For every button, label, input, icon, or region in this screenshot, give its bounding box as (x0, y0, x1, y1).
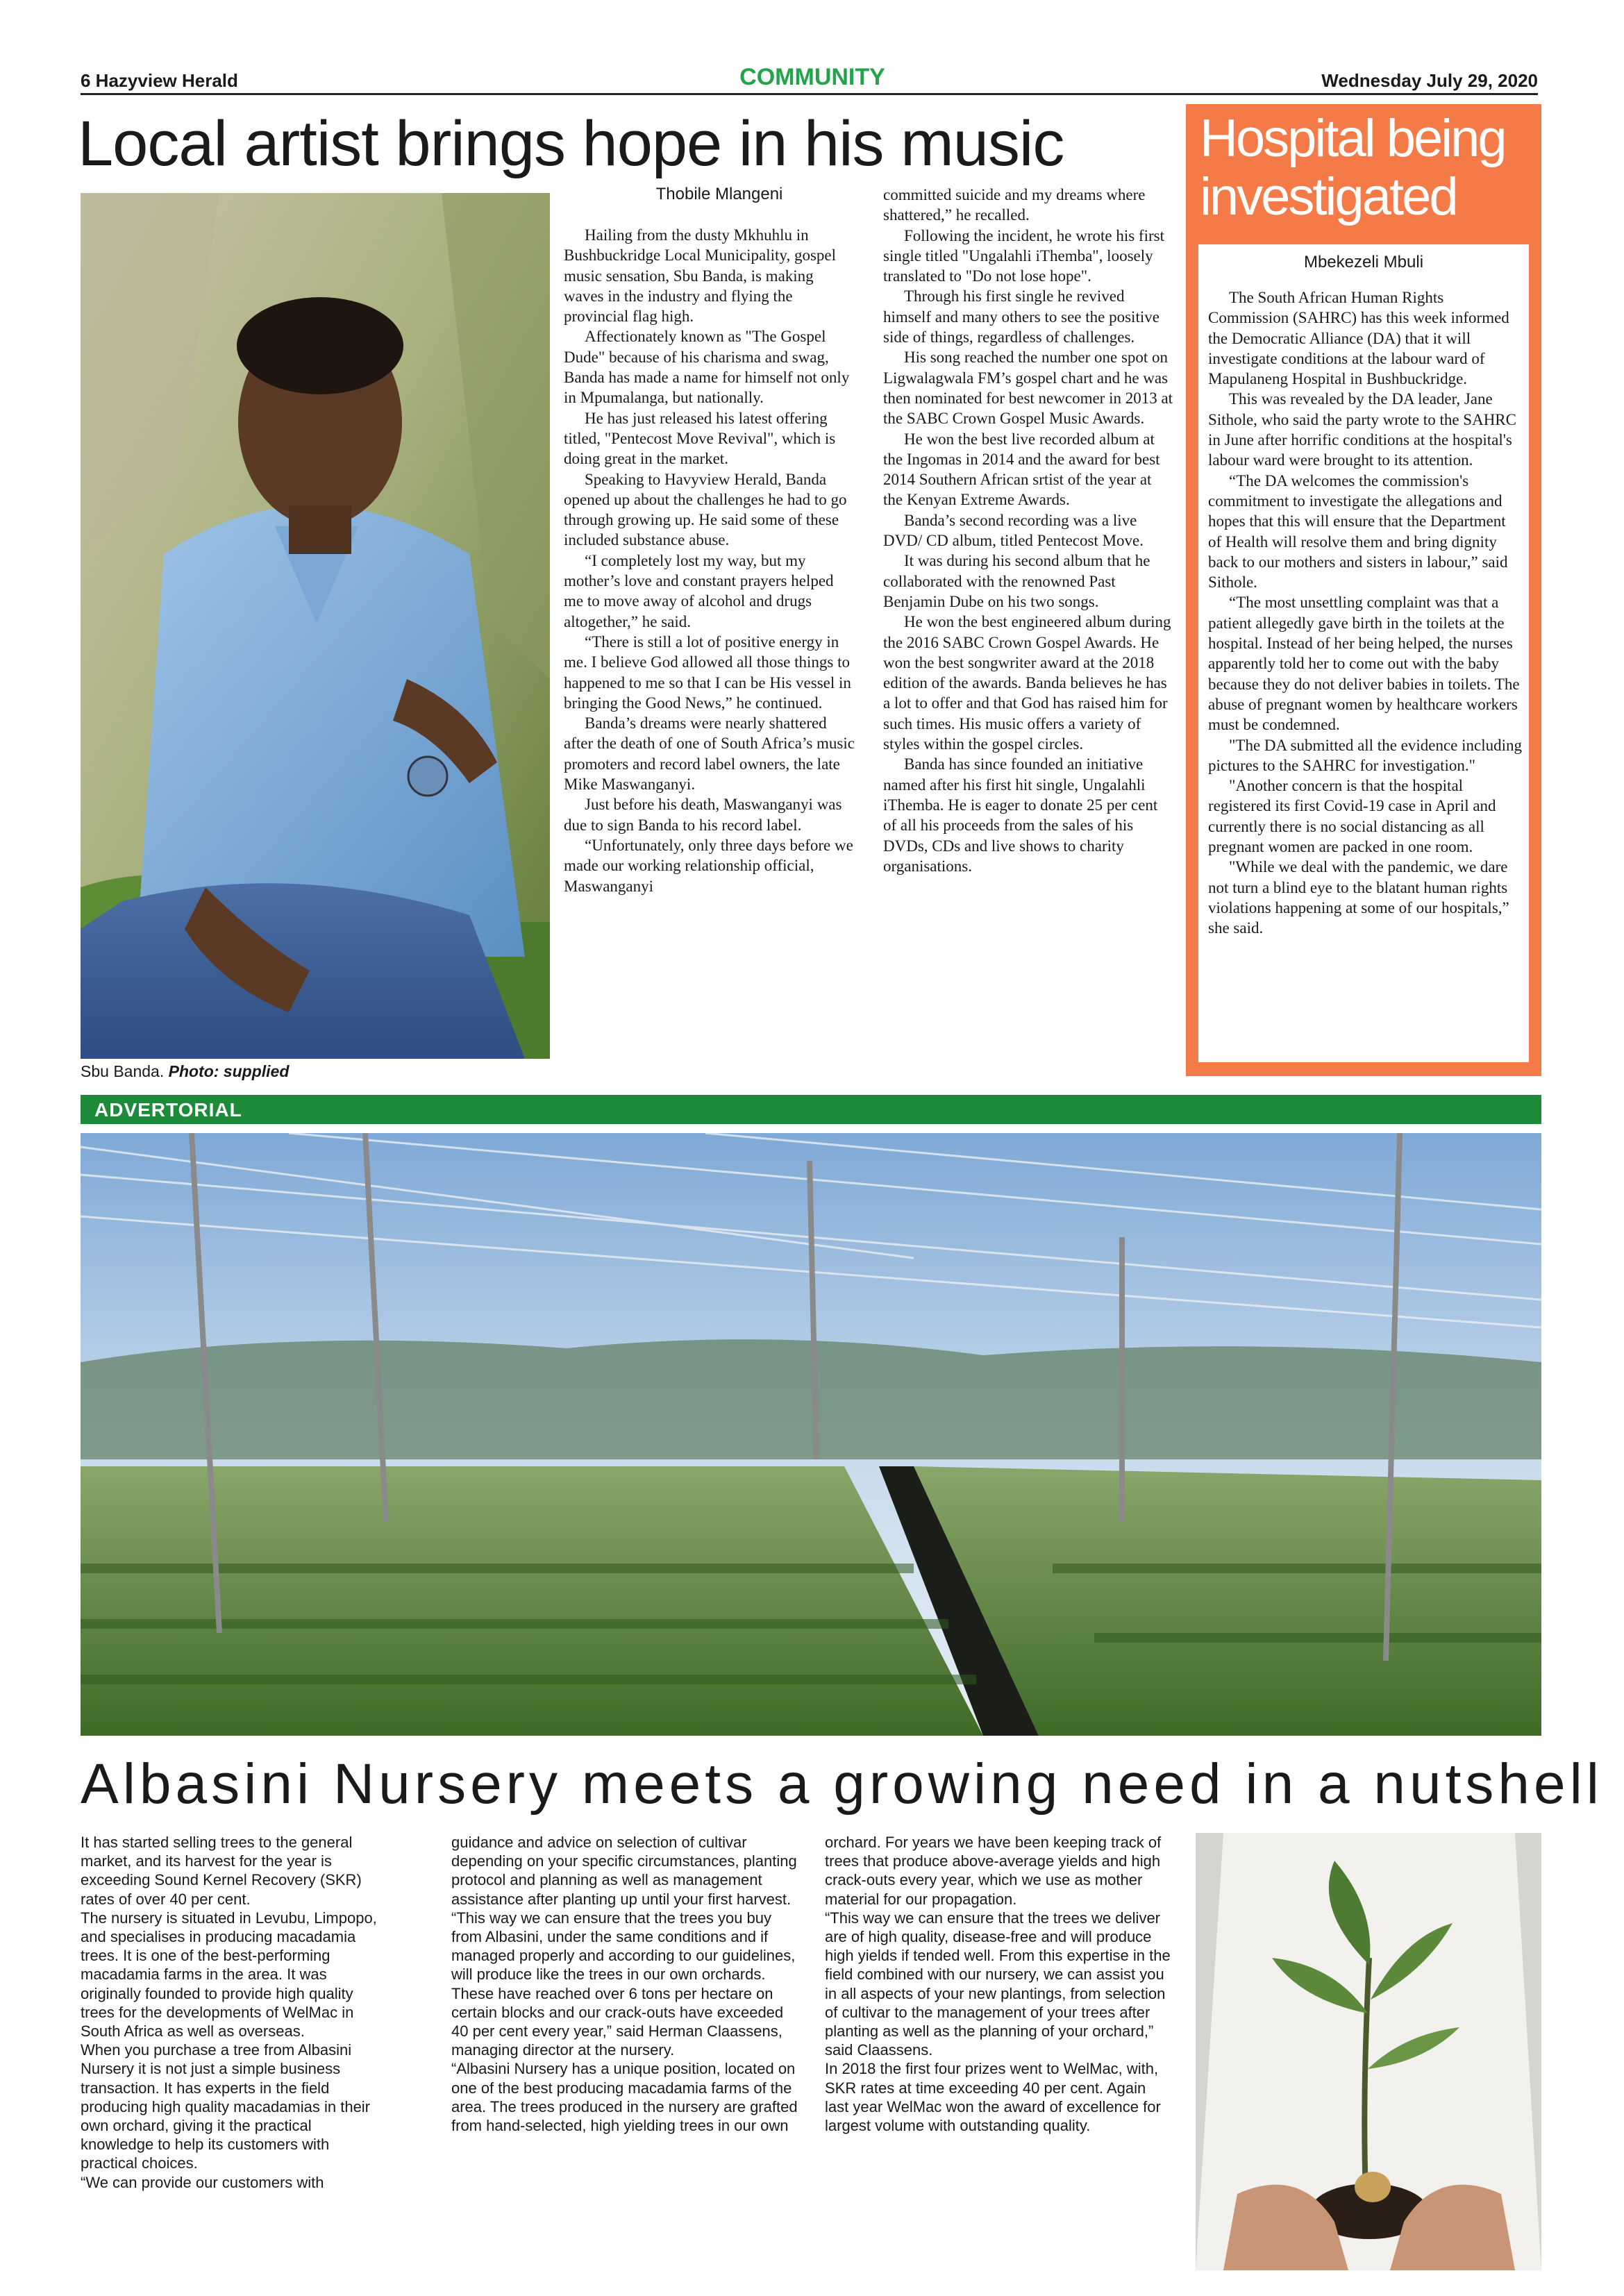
paragraph: The nursery is situated in Levubu, Limpopo, and specialises in producing macadamia trees. It is one of the best-performing macadamia farms in the area. It was originally founded to provide high quality trees for the developments of WelMac in South Africa as well as overseas. (81, 1909, 377, 2041)
paragraph: His song reached the number one spot on Ligwalagwala FM’s gospel chart and he was then nominated for best newcomer in 2013 at the SABC Crown Gospel Music Awards. (883, 349, 1173, 428)
paragraph: Through his first single he revived himself and many others to see the positive side of things, regardless of challenges. (883, 287, 1160, 346)
page-number-publication: 6 Hazyview Herald (81, 70, 238, 91)
paragraph: It was during his second album that he collaborated with the renowned Past Benjamin Dube on his two songs. (883, 552, 1150, 610)
advertorial-bar (81, 1095, 1541, 1124)
caption-text: Sbu Banda. (81, 1062, 165, 1080)
paragraph: This was revealed by the DA leader, Jane Sithole, who said the party wrote to the SAHRC in June after horrific conditions at the hospital's labour ward were brought to its attention. (1208, 390, 1516, 469)
paragraph: “The most unsettling complaint was that a patient allegedly gave birth in the toilets at the hospital. Instead of her being helped, the nurses apparently told her to come out with the baby because they do not deliver babies in toilets. The abuse of pregnant women by healthcare workers must be condemned. (1208, 594, 1520, 734)
sidebar-headline: Hospital being investigated (1200, 109, 1505, 226)
paragraph: “This way we can ensure that the trees you buy from Albasini, under the same conditions and if managed properly and according to our guidelines, will produce like the trees in our own orchards. These have reached over 6 tons per hectare on certain blocks and our crack-outs have exceeded 40 per cent every year,” said Herman Claassens, managing director at the nursery. (451, 1909, 796, 2059)
nursery-photo (81, 1133, 1541, 1736)
paragraph: The South African Human Rights Commission (SAHRC) has this week informed the Democratic Alliance (DA) that it will investigate conditions at the labour ward of Mapulaneng Hospital in Bushbuckridge. (1208, 289, 1509, 388)
paragraph: He won the best live recorded album at the Ingomas in 2014 and the award for best 2014 Southern African srtist of the year at the Kenyan Extreme Awards. (883, 430, 1160, 509)
seedling-photo (1196, 1833, 1541, 2270)
paragraph: Banda’s second recording was a live DVD/ CD album, titled Pentecost Move. (883, 511, 1144, 550)
paragraph: Banda’s dreams were nearly shattered after the death of one of South Africa’s music promoters and record label owners, the late Mike Maswanganyi. (564, 714, 855, 794)
paragraph: "The DA submitted all the evidence including pictures to the SAHRC for investigation." (1208, 736, 1523, 774)
paragraph: “Unfortunately, only three days before we made our working relationship official, Maswanganyi (564, 836, 853, 895)
photo-caption (81, 1062, 289, 1081)
paragraph: Hailing from the dusty Mkhuhlu in Bushbuckridge Local Municipality, gospel music sensation, Sbu Banda, is making waves in the industry and flying the provincial flag high. (564, 226, 836, 326)
photo-credit: Photo: supplied (168, 1062, 290, 1080)
paragraph: Affectionately known as "The Gospel Dude" because of his charisma and swag, Banda has made a name for himself not only in Mpumalanga, but nationally. (564, 328, 850, 407)
advertorial-headline: Albasini Nursery meets a growing need in a nutshell (81, 1752, 1604, 1816)
sidebar-column (1208, 287, 1522, 939)
paragraph: “I completely lost my way, but my mother’s love and constant prayers helped me to move away of alcohol and drugs altogether,” he said. (564, 551, 834, 630)
paragraph: “Albasini Nursery has a unique position, located on one of the best producing macadamia farms of the area. The trees produced in the nursery are grafted from hand-selected, high yielding trees in our own (451, 2060, 798, 2135)
paragraph: It has started selling trees to the general market, and its harvest for the year is exceeding Sound Kernel Recovery (SKR) rates of over 40 per cent. (81, 1834, 362, 1908)
paragraph: "While we deal with the pandemic, we dare not turn a blind eye to the blatant human rights violations happening at some of our hospitals,” she said. (1208, 858, 1509, 937)
paragraph: Speaking to Havyview Herald, Banda opened up about the challenges he had to go through growing up. He said some of these included substance abuse. (564, 470, 847, 549)
article-headline: Local artist brings hope in his music (78, 108, 1064, 179)
section-label: COMMUNITY (739, 64, 885, 90)
paragraph: “We can provide our customers with (81, 2173, 324, 2191)
issue-date: Wednesday July 29, 2020 (1321, 70, 1538, 91)
article-column-2 (883, 185, 1175, 876)
paragraph: committed suicide and my dreams where shattered,” he recalled. (883, 186, 1146, 224)
paragraph: In 2018 the first four prizes went to WelMac, with, SKR rates at time exceeding 40 per cent. Again last year WelMac won the award of excellence for largest volume with outstanding quality. (825, 2060, 1161, 2135)
paragraph: "Another concern is that the hospital registered its first Covid-19 case in April and currently there is no social distancing as all pregnant women are packed in one room. (1208, 777, 1496, 856)
paragraph: He has just released his latest offering titled, "Pentecost Move Revival", which is doing great in the market. (564, 409, 836, 468)
paragraph: Just before his death, Maswanganyi was due to sign Banda to his record label. (564, 796, 842, 834)
paragraph: “There is still a lot of positive energy in me. I believe God allowed all those things to happened to me so that I can be His vessel in bringing the Good News,” he continued. (564, 632, 851, 712)
paragraph: When you purchase a tree from Albasini Nursery it is not just a simple business transaction. It has experts in the field producing high quality macadamias in their own orchard, giving it the practical knowledge to help its customers with practical choices. (81, 2041, 371, 2172)
advertorial-label: ADVERTORIAL (94, 1099, 242, 1121)
paragraph: “The DA welcomes the commission's commitment to investigate the allegations and hopes that this will ensure that the Department of Health will resolve them and bring dignity back to our mothers and sisters in labour,” said Sithole. (1208, 471, 1508, 592)
paragraph: Following the incident, he wrote his first single titled "Ungalahli iThemba", loosely translated to "Do not lose hope". (883, 226, 1164, 285)
sidebar-byline: Mbekezeli Mbuli (1303, 253, 1424, 271)
paragraph: orchard. For years we have been keeping track of trees that produce above-average yields and high crack-outs every year, which we use as mother material for our propagation. (825, 1834, 1162, 1908)
advertorial-column-1 (81, 1833, 386, 2192)
article-byline: Thobile Mlangeni (655, 185, 783, 203)
paragraph: guidance and advice on selection of cultivar depending on your specific circumstances, planting protocol and planning as well as management assistance after planting up until your first harvest. (451, 1834, 797, 1908)
paragraph: “This way we can ensure that the trees we deliver are of high quality, disease-free and will produce high yields if tended well. From this expertise in the field combined with our nursery, we can assist you in all aspects of your new plantings, from selection of cultivar to the management of your trees after planting as well as the planning of your orchard,” said Claassens. (825, 1909, 1171, 2059)
paragraph: Banda has since founded an initiative named after his first hit single, Ungalahli iThemba. He is eager to donate 25 per cent of all his proceeds from the sales of his DVDs, CDs and live shows to charity organisations. (883, 755, 1158, 875)
artist-photo (81, 193, 550, 1059)
paragraph: He won the best engineered album during the 2016 SABC Crown Gospel Awards. He won the best songwriter award at the 2018 edition of the awards. Banda believes he has a lot to offer and that God has raised him for such times. His music offers a variety of styles within the gospel circles. (883, 613, 1171, 753)
article-column-1 (564, 225, 855, 896)
advertorial-column-2 (451, 1833, 802, 2135)
advertorial-column-3 (825, 1833, 1172, 2135)
header-rule (81, 93, 1538, 95)
